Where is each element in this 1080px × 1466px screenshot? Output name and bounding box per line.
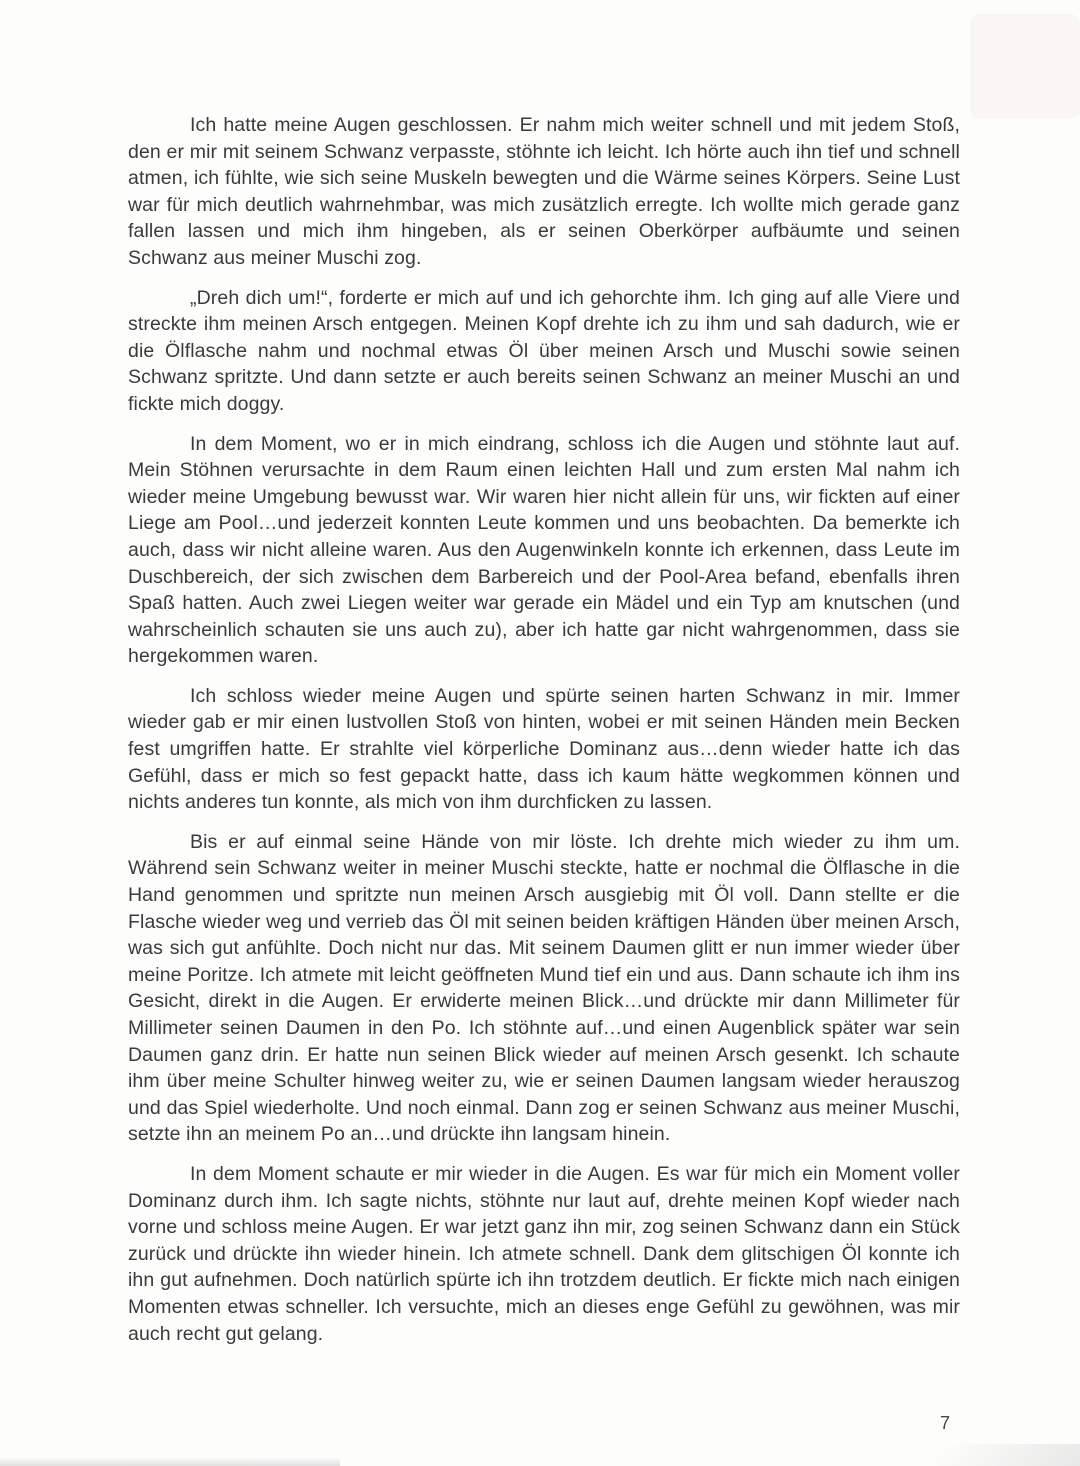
paragraph: Bis er auf einmal seine Hände von mir löste. Ich drehte mich wieder zu ihm um. Während sein Schwanz weiter in meiner Muschi steckte, hatte er nochmal die Ölflasche in die Hand genommen und spritzte nun meinen Arsch ausgiebig mit Öl voll. Dann stellte er die Flasche wieder weg und verrieb das Öl mit seinen beiden kräftigen Händen über meinen Arsch, was sich gut anfühlte. Doch nicht nur das. Mit seinem Daumen glitt er nun immer wieder über meine Poritze. Ich atmete mit leicht geöffneten Mund tief ein und aus. Dann schaute ich ihm ins Gesicht, direkt in die Augen. Er erwiderte meinen Blick…und drückte mir dann Millimeter für Millimeter seinen Daumen in den Po. Ich stöhnte auf…und einen Augenblick später war sein Daumen ganz drin. Er hatte nun seinen Blick wieder auf meinen Arsch gesenkt. Ich schaute ihm über meine Schulter hinweg weiter zu, wie er seinen Daumen langsam wieder herauszog und das Spiel wiederholte. Und noch einmal. Dann zog er seinen Schwanz aus meiner Muschi, setzte ihn an meinem Po an…und drückte ihn langsam hinein. (128, 830, 960, 1146)
paragraph: Ich schloss wieder meine Augen und spürte seinen harten Schwanz in mir. Immer wieder gab er mir einen lustvollen Stoß von hinten, wobei er mit seinen Händen mein Becken fest umgriffen hatte. Er strahlte viel körperliche Dominanz aus…denn wieder hatte ich das Gefühl, dass er mich so fest gepackt hatte, dass ich kaum hätte wegkommen können und nichts anderes tun konnte, als mich von ihm durchficken zu lassen. (128, 684, 960, 814)
scan-shadow-bottom-left (0, 1457, 340, 1466)
paragraph: Ich hatte meine Augen geschlossen. Er nahm mich weiter schnell und mit jedem Stoß, den er mir mit seinem Schwanz verpasste, stöhnte ich leicht. Ich hörte auch ihn tief und schnell atmen, ich fühlte, wie sich seine Muskeln bewegten und die Wärme seines Körpers. Seine Lust war für mich deutlich wahrnehmbar, was mich zusätzlich erregte. Ich wollte mich gerade ganz fallen lassen und mich ihm hingeben, als er seinen Oberkörper aufbäumte und seinen Schwanz aus meiner Muschi zog. (128, 114, 960, 269)
page-number: 7 (939, 1413, 950, 1433)
paragraph: „Dreh dich um!“, forderte er mich auf und ich gehorchte ihm. Ich ging auf alle Viere und streckte ihm meinen Arsch entgegen. Meinen Kopf drehte ich zu ihm und sah dadurch, wie er die Ölflasche nahm und nochmal etwas Öl über meinen Arsch und Muschi sowie seinen Schwanz spritzte. Und dann setzte er auch bereits seinen Schwanz an meiner Muschi an und fickte mich doggy. (128, 286, 960, 415)
body-text (128, 112, 960, 1360)
paragraph: In dem Moment, wo er in mich eindrang, schloss ich die Augen und stöhnte laut auf. Mein Stöhnen verursachte in dem Raum einen leichten Hall und zum ersten Mal nahm ich wieder meine Umgebung bewusst war. Wir waren hier nicht allein für uns, wir fickten auf einer Liege am Pool…und jederzeit konnten Leute kommen und uns beobachten. Da bemerkte ich auch, dass wir nicht alleine waren. Aus den Augenwinkeln konnte ich erkennen, dass Leute im Duschbereich, der sich zwischen dem Barbereich und der Pool-Area befand, ebenfalls ihren Spaß hatten. Auch zwei Liegen weiter war gerade ein Mädel und ein Typ am knutschen (und wahrscheinlich schauten sie uns auch zu), aber ich hatte gar nicht wahrgenommen, dass sie hergekommen waren. (128, 432, 960, 668)
scan-shadow-bottom-right (880, 1444, 1080, 1466)
scan-artifact-top-right (970, 14, 1080, 119)
paragraph: In dem Moment schaute er mir wieder in die Augen. Es war für mich ein Moment voller Dominanz durch ihm. Ich sagte nichts, stöhnte nur laut auf, drehte meinen Kopf wieder nach vorne und schloss meine Augen. Er war jetzt ganz ihn mir, zog seinen Schwanz dann ein Stück zurück und drückte ihn wieder hinein. Ich atmete schnell. Dank dem glitschigen Öl konnte ich ihn gut aufnehmen. Doch natürlich spürte ich ihn trotzdem deutlich. Er fickte mich nach einigen Momenten etwas schneller. Ich versuchte, mich an dieses enge Gefühl zu gewöhnen, was mir auch recht gut gelang. (128, 1162, 960, 1345)
